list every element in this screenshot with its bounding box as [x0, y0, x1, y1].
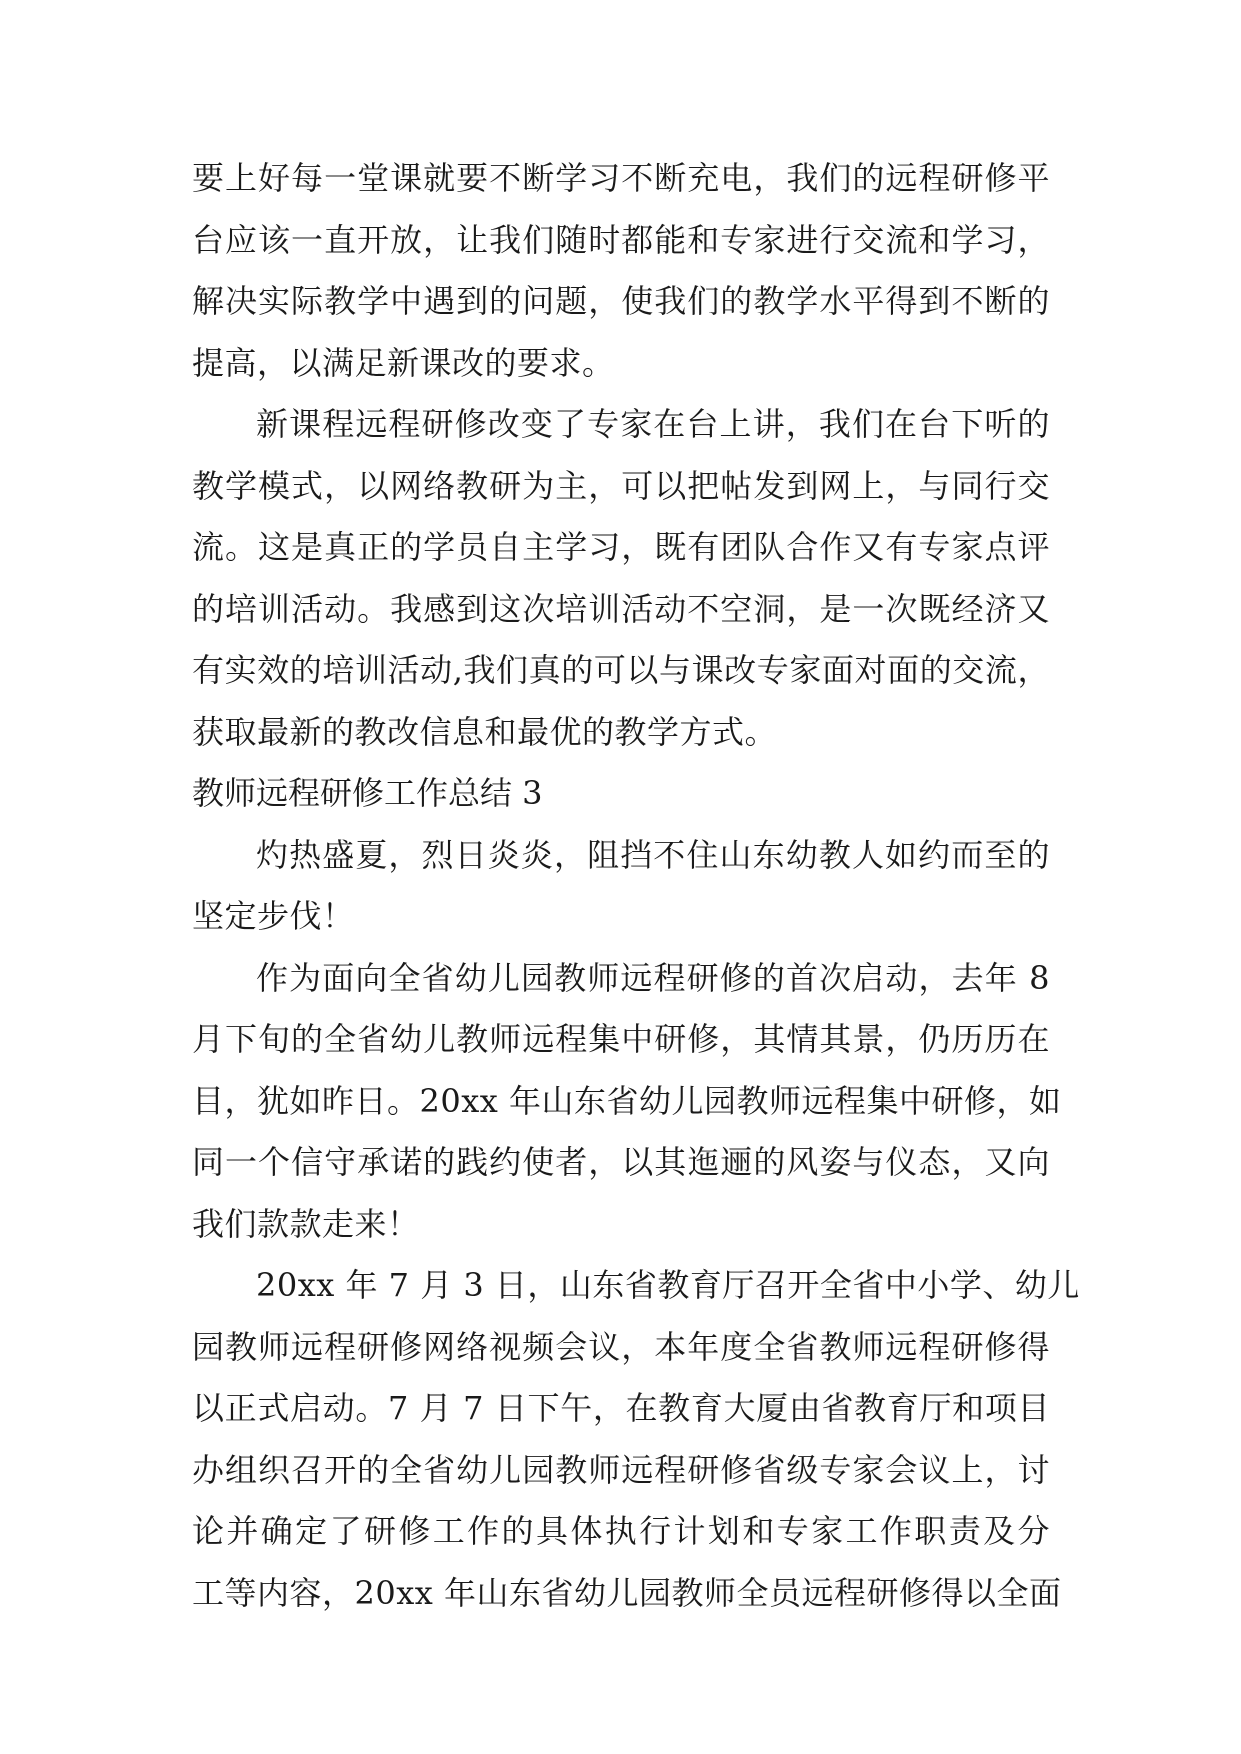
- text-line: 工等内容，20xx 年山东省幼儿园教师全员远程研修得以全面: [192, 1573, 1062, 1612]
- section-heading: 教师远程研修工作总结 3: [192, 774, 543, 812]
- document-body: [192, 148, 1080, 1624]
- text-line: 的培训活动。我感到这次培训活动不空洞，是一次既经济又: [192, 589, 1050, 628]
- text-line: 我们款款走来！: [192, 1204, 420, 1243]
- text-line: 流。这是真正的学员自主学习，既有团队合作又有专家点评: [192, 528, 1050, 566]
- text-line: 要上好每一堂课就要不断学习不断充电，我们的远程研修平: [192, 159, 1050, 197]
- paragraph-start-line: 作为面向全省幼儿园教师远程研修的首次启动，去年 8: [256, 958, 1050, 997]
- text-line: 有实效的培训活动,我们真的可以与课改专家面对面的交流，: [192, 651, 1050, 689]
- text-line: 同一个信守承诺的践约使者，以其迤逦的风姿与仪态，又向: [192, 1143, 1050, 1181]
- text-line: 台应该一直开放，让我们随时都能和专家进行交流和学习，: [192, 220, 1050, 259]
- text-line: 以正式启动。7 月 7 日下午，在教育大厦由省教育厅和项目: [192, 1389, 1050, 1427]
- paragraph-start-line: 20xx 年 7 月 3 日，山东省教育厅召开全省中小学、幼儿: [256, 1266, 1080, 1304]
- text-line: 论并确定了研修工作的具体执行计划和专家工作职责及分: [192, 1512, 1050, 1550]
- paragraph-start-line: 新课程远程研修改变了专家在台上讲，我们在台下听的: [256, 405, 1050, 443]
- text-line: 办组织召开的全省幼儿园教师远程研修省级专家会议上，讨: [192, 1450, 1050, 1489]
- text-line: 目，犹如昨日。20xx 年山东省幼儿园教师远程集中研修，如: [192, 1081, 1062, 1120]
- paragraph-start-line: 灼热盛夏，烈日炎炎，阻挡不住山东幼教人如约而至的: [256, 835, 1050, 874]
- text-line: 月下旬的全省幼儿教师远程集中研修，其情其景，仍历历在: [192, 1020, 1050, 1058]
- text-line: 教学模式，以网络教研为主，可以把帖发到网上，与同行交: [192, 466, 1050, 505]
- text-line: 坚定步伐！: [192, 897, 355, 935]
- text-line: 获取最新的教改信息和最优的教学方式。: [192, 712, 778, 751]
- text-line: 提高，以满足新课改的要求。: [192, 343, 615, 382]
- text-line: 园教师远程研修网络视频会议，本年度全省教师远程研修得: [192, 1327, 1050, 1366]
- text-line: 解决实际教学中遇到的问题，使我们的教学水平得到不断的: [192, 282, 1050, 320]
